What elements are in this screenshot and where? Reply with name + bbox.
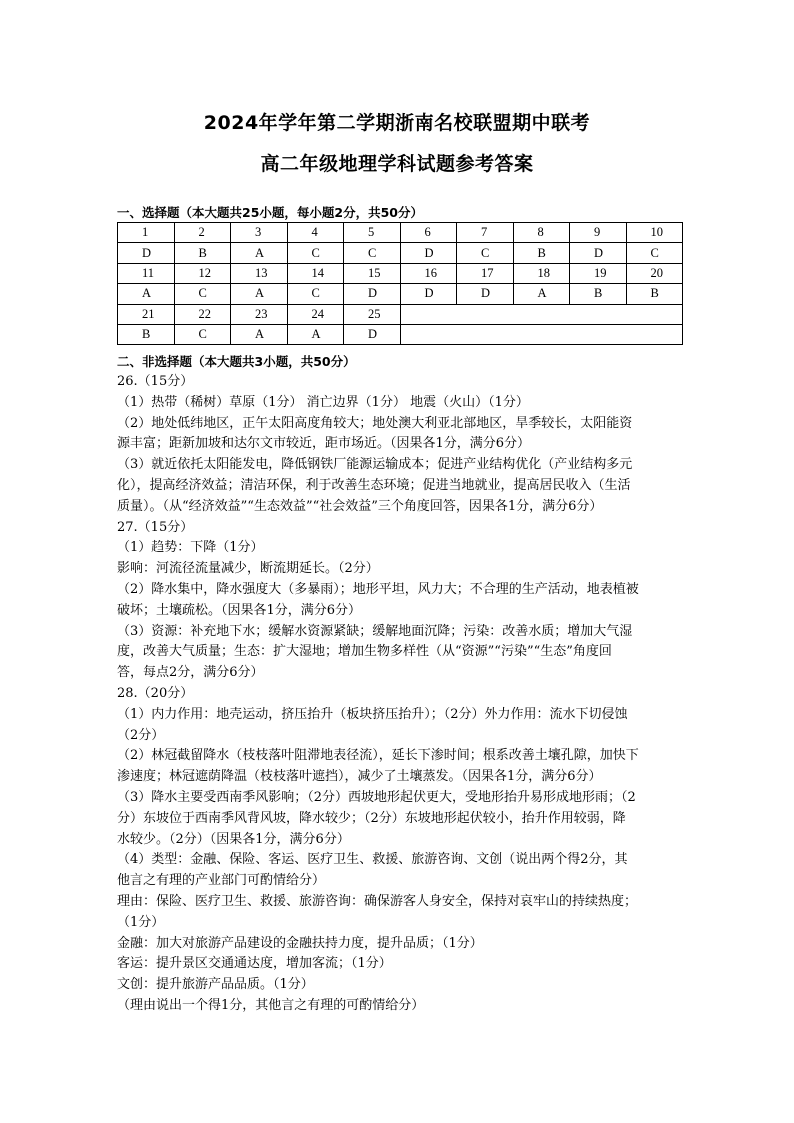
answer-table [117,222,683,345]
question-number-cell: 8 [513,223,570,243]
question-number-cell: 13 [231,263,288,283]
answer-cell: A [513,284,570,304]
answer-cell: C [287,243,344,263]
answer-line: 源丰富；距新加坡和达尔文市较近，距市场近。（因果各1分，满分6分） [117,436,531,452]
answer-line: 文创：提升旅游产品品质。（1分） [117,977,314,993]
question-number-cell: 14 [287,263,344,283]
question-number-cell: 11 [118,263,175,283]
answer-line: （1）热带（稀树）草原（1分） 消亡边界（1分） 地震（火山）（1分） [117,394,529,410]
answer-cell: A [118,284,175,304]
answer-line: （2）降水集中，降水强度大（多暴雨）；地形平坦，风力大；不合理的生产活动，地表植被 [117,581,639,597]
answer-cell: C [344,243,401,263]
answer-cell: D [344,324,401,344]
question-number-cell: 6 [400,223,457,243]
answer-cell: C [287,284,344,304]
answer-line: （4）类型：金融、保险、客运、医疗卫生、救援、旅游咨询、文创（说出两个得2分，其 [117,852,628,868]
answer-cell: A [231,243,288,263]
question-number-cell: 5 [344,223,401,243]
answer-line: （3）资源：补充地下水；缓解水资源紧缺；缓解地面沉降；污染：改善水质；增加大气湿 [117,623,633,639]
question-number-cell: 20 [626,263,683,283]
document-subtitle: 高二年级地理学科试题参考答案 [260,153,534,175]
answer-line: 化），提高经济效益；清洁环保，利于改善生态环境；促进当地就业，提高居民收入（生活 [117,477,631,493]
question-number-cell: 17 [457,263,514,283]
question-number-cell: 9 [570,223,627,243]
answer-line: （理由说出一个得1分，其他言之有理的可酌情给分） [117,997,425,1013]
question-number-cell: 12 [174,263,231,283]
answer-cell: D [457,284,514,304]
answer-line: 质量）。（从“经济效益”“生态效益”“社会效益”三个角度回答，因果各1分，满分6分） [117,498,603,514]
question-number-cell: 4 [287,223,344,243]
answer-line: 28.（20分） [117,685,194,701]
answer-cell: B [570,284,627,304]
table-row [118,304,683,324]
answer-cell: D [344,284,401,304]
answer-line: 他言之有理的产业部门可酌情给分） [117,873,326,889]
table-row [118,324,683,344]
answer-line: 答，每点2分，满分6分） [117,665,264,681]
answer-line: 27.（15分） [117,519,194,535]
answer-cell: A [287,324,344,344]
answer-cell: A [231,324,288,344]
question-number-cell: 15 [344,263,401,283]
question-number-cell: 18 [513,263,570,283]
answer-line: 理由：保险、医疗卫生、救援、旅游咨询：确保游客人身安全，保持对哀牢山的持续热度； [117,893,638,909]
answer-line: （1）趋势：下降（1分） [117,540,264,556]
answer-cell: B [174,243,231,263]
answer-line: 水较少。（2分）（因果各1分，满分6分） [117,831,350,847]
answer-line: （3）降水主要受西南季风影响；（2分）西坡地形起伏更大，受地形抬升易形成地形雨；（2 [117,789,636,805]
answer-line: （2分） [117,727,165,743]
answer-text-body [117,372,677,1017]
answer-line: 分）东坡位于西南季风背风坡，降水较少；（2分）东坡地形起伏较小，抬升作用较弱，降 [117,810,626,826]
question-number-cell: 25 [344,304,401,324]
answer-line: 金融：加大对旅游产品建设的金融扶持力度，提升品质；（1分） [117,935,483,951]
answer-cell: C [174,324,231,344]
question-number-cell: 1 [118,223,175,243]
answer-cell: D [570,243,627,263]
question-number-cell: 23 [231,304,288,324]
answer-line: （1）内力作用：地壳运动，挤压抬升（板块挤压抬升）；（2分）外力作用：流水下切侵蚀 [117,706,628,722]
answer-cell: B [626,284,683,304]
question-number-cell: 24 [287,304,344,324]
answer-cell: A [231,284,288,304]
question-number-cell: 3 [231,223,288,243]
answer-cell: D [400,284,457,304]
table-row [118,284,683,304]
answer-cell: D [400,243,457,263]
question-number-cell: 22 [174,304,231,324]
section-heading-nonchoice: 二、非选择题（本大题共3小题，共50分） [117,354,356,369]
answer-line: （3）就近依托太阳能发电，降低钢铁厂能源运输成本；促进产业结构优化（产业结构多元 [117,457,633,473]
question-number-cell: 2 [174,223,231,243]
answer-cell: D [118,243,175,263]
empty-cell [400,304,683,324]
answer-cell: C [457,243,514,263]
answer-line: （2）地处低纬地区，正午太阳高度角较大；地处澳大利亚北部地区，旱季较长，太阳能资 [117,415,633,431]
question-number-cell: 21 [118,304,175,324]
table-row [118,263,683,283]
answer-line: 破坏；土壤疏松。（因果各1分，满分6分） [117,602,362,618]
answer-line: 渗速度；林冠遮荫降温（枝枝落叶遮挡），减少了土壤蒸发。（因果各1分，满分6分） [117,769,602,785]
answer-line: （1分） [117,914,165,930]
answer-cell: C [626,243,683,263]
table-row [118,243,683,263]
answer-cell: C [174,284,231,304]
document-title: 2024年学年第二学期浙南名校联盟期中联考 [203,112,591,134]
question-number-cell: 16 [400,263,457,283]
answer-line: 客运：提升景区交通通达度，增加客流；（1分） [117,956,392,972]
answer-line: 影响：河流径流量减少，断流期延长。（2分） [117,561,379,577]
question-number-cell: 19 [570,263,627,283]
answer-line: 26.（15分） [117,374,194,389]
answer-cell: B [118,324,175,344]
section-heading-choice: 一、选择题（本大题共25小题，每小题2分，共50分） [117,205,423,220]
empty-cell [400,324,683,344]
answer-cell: B [513,243,570,263]
answer-line: （2）林冠截留降水（枝枝落叶阻滞地表径流），延长下渗时间；根系改善土壤孔隙，加快下 [117,748,639,764]
question-number-cell: 7 [457,223,514,243]
question-number-cell: 10 [626,223,683,243]
table-row [118,223,683,243]
answer-line: 度，改善大气质量；生态：扩大湿地；增加生物多样性（从“资源”“污染”“生态”角度回 [117,644,612,660]
